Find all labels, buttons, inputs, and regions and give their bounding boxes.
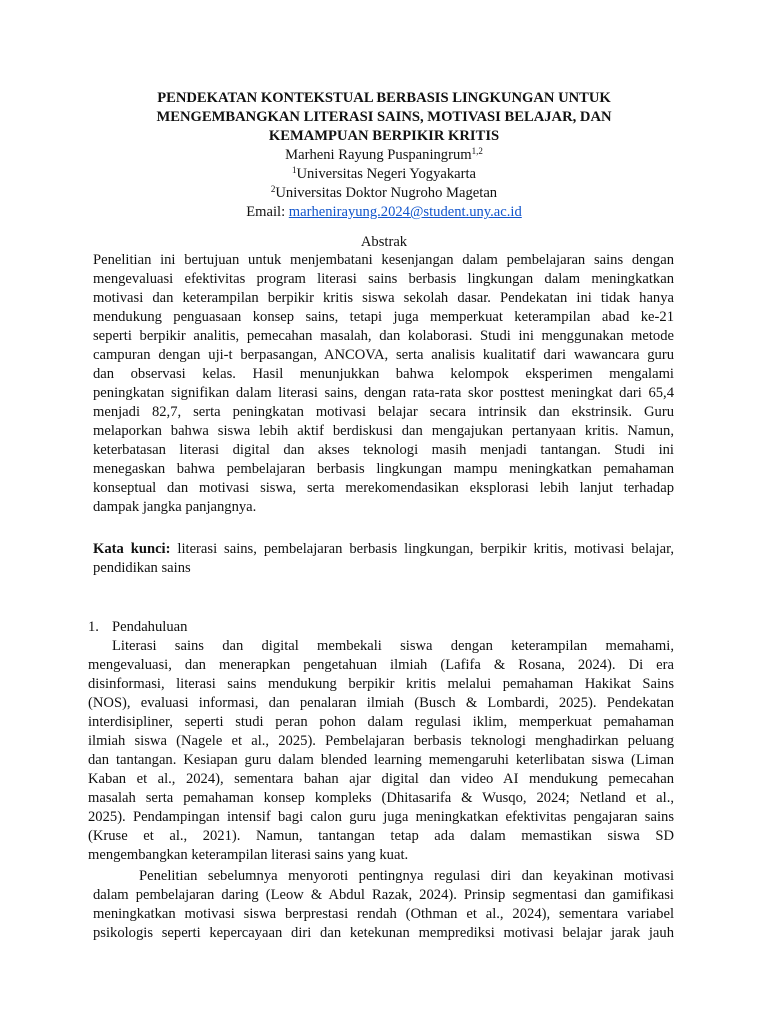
affiliation-name: Universitas Negeri Yogyakarta xyxy=(296,166,477,182)
email-link[interactable]: marhenirayung.2024@student.uny.ac.id xyxy=(288,204,522,220)
abstract-line: dan observasi kelas. Hasil menunjukkan bahwa kelompok eksperimen mengalami xyxy=(93,366,674,382)
author-line xyxy=(96,146,672,165)
abstract-line: mengevaluasi efektivitas program literasi sains berbasis lingkungan dalam meningkatkan xyxy=(93,271,674,287)
abstract-line: seperti berpikir analitis, pemecahan masalah, dan kolaborasi. Studi ini menggunakan metode xyxy=(93,328,674,344)
abstract-line: peningkatan signifikan dalam literasi sains, dengan rata-rata skor posttest meningkat dari 65,4 xyxy=(93,385,674,401)
abstract-line: menjadi 82,7, serta peningkatan motivasi belajar secara intrinsik dan ekstrinsik. Guru xyxy=(93,404,674,420)
abstract-line: menegaskan bahwa pembelajaran berbasis lingkungan mampu meningkatkan pemahaman xyxy=(93,461,674,477)
abstract-line: dampak jangka panjangnya. xyxy=(93,499,257,515)
section-number: 1. xyxy=(88,619,99,635)
abstract-line: konseptual dan motivasi siswa, serta merekomendasikan eksplorasi lebih lanjut terhadap xyxy=(93,480,674,496)
paragraph-line: disinformasi, literasi sains mendukung berpikir kritis melalui pemahaman Hakikat Sains xyxy=(88,676,674,692)
paragraph-line: Literasi sains dan digital membekali siswa dengan keterampilan memahami, xyxy=(112,638,674,654)
paragraph-line: Penelitian sebelumnya menyoroti pentingnya regulasi diri dan keyakinan motivasi xyxy=(139,868,674,884)
affiliation-name: Universitas Doktor Nugroho Magetan xyxy=(275,185,498,201)
paragraph-line: dan tantangan. Kesiapan guru dalam blended learning memengaruhi keterlibatan siswa (Liman xyxy=(88,752,674,768)
paragraph-line: interdisipliner, seperti studi peran pohon dalam regulasi iklim, memperkuat pemahaman xyxy=(88,714,674,730)
paragraph-line: dalam pembelajaran daring (Leow & Abdul Razak, 2024). Prinsip segmentasi dan gamifikasi xyxy=(93,887,674,903)
abstract-heading: Abstrak xyxy=(360,234,408,250)
paper-title xyxy=(96,89,672,146)
section-title: Pendahuluan xyxy=(112,619,188,635)
affiliation-1 xyxy=(96,165,672,184)
abstract-line: motivasi dan keterampilan berpikir kritis siswa sekolah dasar. Pendekatan ini tidak hanya xyxy=(93,290,674,306)
author-affiliation-marks: 1,2 xyxy=(471,146,483,157)
paragraph-line: mengembangkan keterampilan literasi sains yang kuat. xyxy=(88,847,409,863)
affiliation-mark: 1 xyxy=(291,165,297,176)
abstract-line: campuran dengan uji-t berpasangan, ANCOVA, serta analisis kualitatif dari wawancara guru xyxy=(93,347,674,363)
affiliation-2 xyxy=(96,184,672,203)
email-label: Email: xyxy=(246,204,289,220)
abstract-line: mendukung penguasaan konsep sains, tetapi juga memperkuat keterampilan abad ke-21 xyxy=(93,309,674,325)
email-line xyxy=(96,203,672,222)
abstract-line: keterbatasan literasi digital dan akses teknologi masih menjadi tantangan. Studi ini xyxy=(93,442,674,458)
abstract-line: melaporkan bahwa siswa lebih aktif berdiskusi dan mengajukan pertanyaan kritis. Namun, xyxy=(93,423,674,439)
section-heading xyxy=(88,618,187,637)
paragraph-line: (Kruse et al., 2021). Namun, tantangan tetap ada dalam memastikan siswa SD xyxy=(88,828,674,844)
paragraph-line: 2025). Pendampingan intensif bagi calon guru juga meningkatkan efektivitas pengajaran sains xyxy=(88,809,674,825)
keywords-line xyxy=(93,540,674,559)
paragraph-line: psikologis seperti kepercayaan diri dan ketekunan memprediksi motivasi belajar jarak jauh xyxy=(93,925,674,941)
keywords-text: literasi sains, pembelajaran berbasis lingkungan, berpikir kritis, motivasi belajar, xyxy=(170,541,674,557)
affiliation-mark: 2 xyxy=(270,184,276,195)
paragraph-line: (NOS), evaluasi informasi, dan penalaran ilmiah (Busch & Lombardi, 2025). Pendekatan xyxy=(88,695,674,711)
paragraph-line: masalah serta pemahaman konsep kompleks (Dhitasarifa & Wusqo, 2024; Netland et al., xyxy=(88,790,674,806)
paragraph-line: ilmiah siswa (Nagele et al., 2025). Pembelajaran berbasis teknologi menghadirkan peluang xyxy=(88,733,674,749)
paragraph-line: mengevaluasi, dan menerapkan pengetahuan ilmiah (Lafifa & Rosana, 2024). Di era xyxy=(88,657,674,673)
title-line: PENDEKATAN KONTEKSTUAL BERBASIS LINGKUNGAN UNTUK xyxy=(157,90,611,106)
title-line: KEMAMPUAN BERPIKIR KRITIS xyxy=(268,128,500,144)
author-name: Marheni Rayung Puspaningrum xyxy=(285,147,472,163)
paragraph-line: Kaban et al., 2024), sementara bahan ajar digital dan video AI mendukung pemecahan xyxy=(88,771,674,787)
title-line: MENGEMBANGKAN LITERASI SAINS, MOTIVASI BELAJAR, DAN xyxy=(156,109,612,125)
abstract-line: Penelitian ini bertujuan untuk menjembatani kesenjangan dalam pembelajaran sains dengan xyxy=(93,252,674,268)
keywords-line-2: pendidikan sains xyxy=(93,560,191,576)
paragraph-line: meningkatkan motivasi siswa berprestasi rendah (Othman et al., 2024), sementara variabel xyxy=(93,906,674,922)
keywords-label: Kata kunci: xyxy=(93,541,171,557)
